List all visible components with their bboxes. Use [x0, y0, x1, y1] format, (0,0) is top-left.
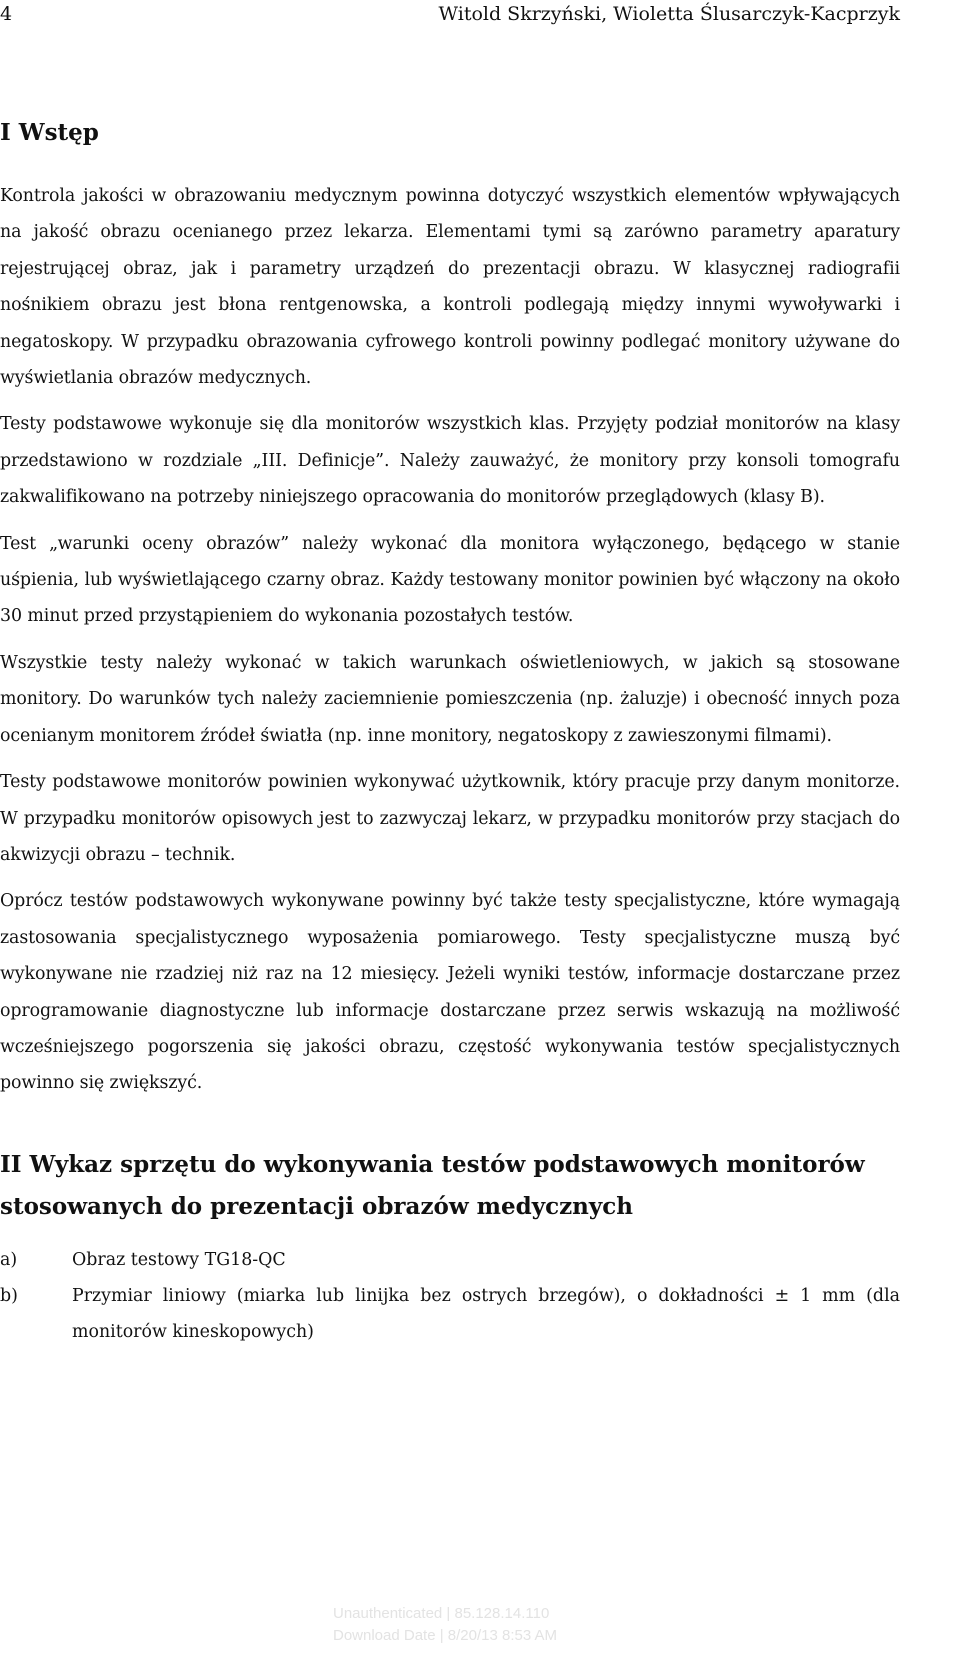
- list-item-text: Obraz testowy TG18-QC: [72, 1249, 286, 1270]
- list-item: [0, 1242, 900, 1278]
- running-head: [0, 0, 900, 30]
- paragraph: Wszystkie testy należy wykonać w takich warunkach oświetleniowych, w jakich są stosowane monitory. Do warunków tych należy zaciemnienie pomieszczenia (np. żaluzje) i obecność innych poza ocenianym monitorem źródeł światła (np. inne monitory, negatoskopy z zawieszonymi filmami).: [0, 652, 900, 746]
- section-heading-equipment-list: II Wykaz sprzętu do wykonywania testów podstawowych monitorów stosowanych do prezentacji obrazów medycznych: [0, 1150, 865, 1220]
- list-item-text: Przymiar liniowy (miarka lub linijka bez ostrych brzegów), o dokładności ± 1 mm (dla monitorów kineskopowych): [72, 1285, 900, 1342]
- paragraph: Kontrola jakości w obrazowaniu medycznym powinna dotyczyć wszystkich elementów wpływających na jakość obrazu ocenianego przez lekarza. Elementami tymi są zarówno parametry aparatury rejestrującej obraz, jak i parametry urządzeń do prezentacji obrazu. W klasycznej radiografii nośnikiem obrazu jest błona rentgenowska, a kontroli podlegają między innymi wywoływarki i negatoskopy. W przypadku obrazowania cyfrowego kontroli powinny podlegać monitory używane do wyświetlania obrazów medycznych.: [0, 186, 900, 389]
- paragraph: Oprócz testów podstawowych wykonywane powinny być także testy specjalistyczne, które wymagają zastosowania specjalistycznego wyposażenia pomiarowego. Testy specjalistyczne muszą być wykonywane nie rzadziej niż raz na 12 miesięcy. Jeżeli wyniki testów, informacje dostarczane przez oprogramowanie diagnostyczne lub informacje dostarczane przez serwis wskazują na możliwość wcześniejszego pogorszenia się jakości obrazu, częstość wykonywania testów specjalistycznych powinno się zwiększyć.: [0, 891, 900, 1094]
- main-content: [0, 112, 900, 1350]
- list-item: [0, 1278, 900, 1350]
- download-watermark: [333, 1603, 557, 1647]
- section-heading-introduction: I Wstęp: [0, 119, 99, 146]
- page-number: 4: [0, 3, 13, 25]
- list-marker: b): [0, 1285, 18, 1306]
- watermark-line: Download Date | 8/20/13 8:53 AM: [333, 1627, 558, 1644]
- list-marker: a): [0, 1249, 18, 1270]
- paragraph: Testy podstawowe monitorów powinien wykonywać użytkownik, który pracuje przy danym monitorze. W przypadku monitorów opisowych jest to zazwyczaj lekarz, w przypadku monitorów przy stacjach do akwizycji obrazu – technik.: [0, 772, 900, 865]
- paragraph: Test „warunki oceny obrazów” należy wykonać dla monitora wyłączonego, będącego w stanie uśpienia, lub wyświetlającego czarny obraz. Każdy testowany monitor powinien być włączony na około 30 minut przed przystąpieniem do wykonania pozostałych testów.: [0, 533, 900, 627]
- paragraph: Testy podstawowe wykonuje się dla monitorów wszystkich klas. Przyjęty podział monitorów na klasy przedstawiono w rozdziale „III. Definicje”. Należy zauważyć, że monitory przy konsoli tomografu zakwalifikowano na potrzeby niniejszego opracowania do monitorów przeglądowych (klasy B).: [0, 414, 900, 508]
- watermark-line: Unauthenticated | 85.128.14.110: [333, 1605, 550, 1622]
- equipment-list: [0, 1242, 900, 1350]
- running-head-authors: Witold Skrzyński, Wioletta Ślusarczyk-Kacprzyk: [438, 3, 900, 25]
